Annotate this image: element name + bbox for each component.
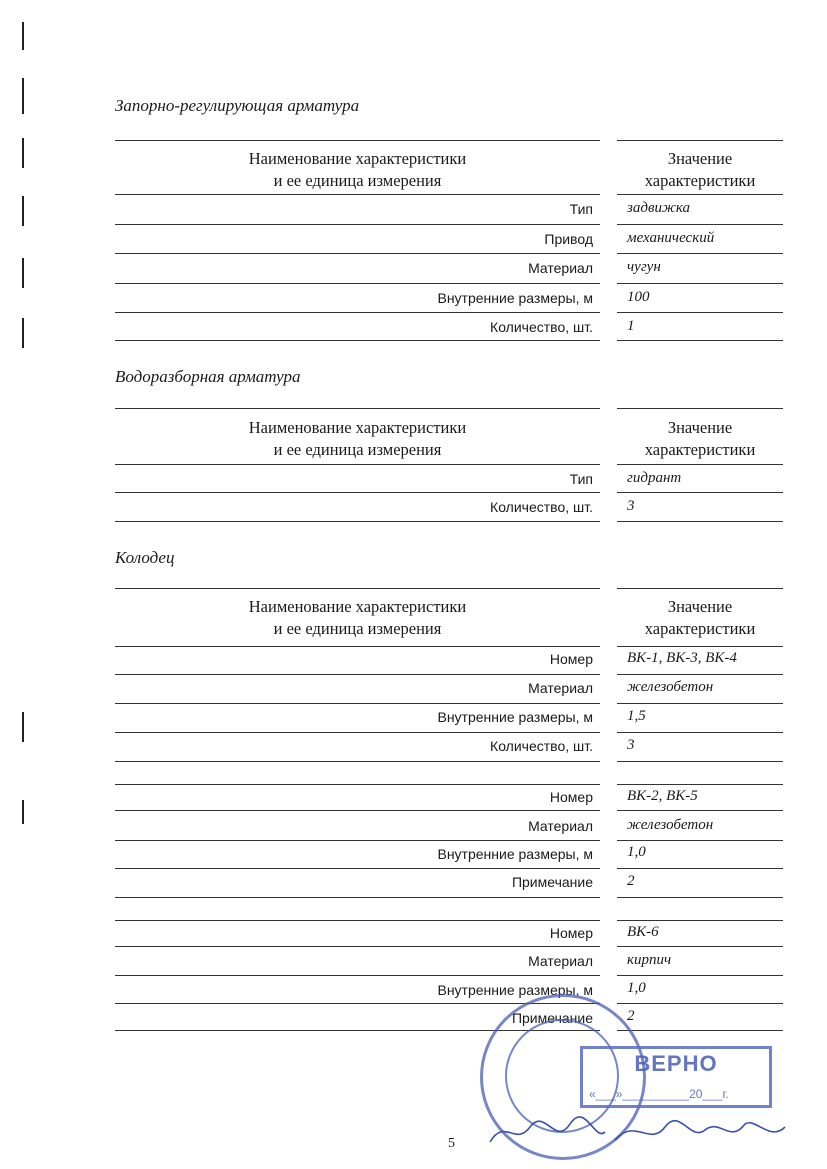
table-rule <box>617 646 783 647</box>
table-rule <box>617 588 783 589</box>
table-rule <box>617 840 783 841</box>
table-rule <box>115 920 600 921</box>
table-rule <box>617 761 783 762</box>
row-label: Количество, шт. <box>490 499 593 515</box>
table-rule <box>115 703 600 704</box>
row-value: ВК-2, ВК-5 <box>627 788 698 804</box>
row-value: ВК-1, ВК-3, ВК-4 <box>627 650 737 666</box>
table-rule <box>617 492 783 493</box>
column-header-value: Значение характеристики <box>644 149 756 190</box>
table-rule <box>617 140 783 141</box>
row-value: механический <box>627 230 715 246</box>
column-header-name: Наименование характеристики и ее единица измерения <box>248 418 467 459</box>
verno-stamp-word: ВЕРНО <box>634 1051 718 1076</box>
table-rule <box>617 868 783 869</box>
table-rule <box>617 521 783 522</box>
column-header-name: Наименование характеристики и ее единица измерения <box>248 597 467 638</box>
table-rule <box>617 312 783 313</box>
table-rule <box>617 897 783 898</box>
section-title: Водоразборная арматура <box>115 367 301 386</box>
scan-edge-mark <box>22 800 24 824</box>
table-rule <box>617 1030 783 1031</box>
row-value: кирпич <box>627 952 672 968</box>
row-value: железобетон <box>627 817 714 833</box>
table-rule <box>115 194 600 195</box>
row-label: Привод <box>544 231 593 247</box>
table-rule <box>115 492 600 493</box>
table-rule <box>115 946 600 947</box>
row-label: Номер <box>549 789 593 805</box>
table-rule <box>617 732 783 733</box>
table-rule <box>115 464 600 465</box>
row-label: Количество, шт. <box>490 738 593 754</box>
row-label: Внутренние размеры, м <box>437 846 593 862</box>
row-value: 3 <box>627 498 635 514</box>
table-rule <box>115 674 600 675</box>
table-rule <box>617 1003 783 1004</box>
row-value: 2 <box>627 873 635 889</box>
table-rule <box>115 340 600 341</box>
section-title: Запорно-регулирующая арматура <box>115 96 360 115</box>
signature <box>485 1112 795 1152</box>
row-value: железобетон <box>627 679 714 695</box>
table-rule <box>617 408 783 409</box>
table-rule <box>115 784 600 785</box>
row-label: Тип <box>569 201 593 217</box>
row-label: Материал <box>528 260 593 276</box>
table-rule <box>115 140 600 141</box>
row-value: гидрант <box>627 470 682 486</box>
table-rule <box>115 283 600 284</box>
row-label: Внутренние размеры, м <box>437 982 593 998</box>
table-rule <box>617 810 783 811</box>
row-label: Материал <box>528 818 593 834</box>
column-header-value: Значение характеристики <box>644 418 756 459</box>
row-value: 1 <box>627 318 635 334</box>
verno-stamp <box>580 1046 772 1108</box>
row-label: Внутренние размеры, м <box>437 290 593 306</box>
table-rule <box>115 588 600 589</box>
table-rule <box>115 312 600 313</box>
row-label: Тип <box>569 471 593 487</box>
table-rule <box>617 784 783 785</box>
row-value: 1,5 <box>627 708 646 724</box>
table-rule <box>115 868 600 869</box>
row-label: Примечание <box>511 874 593 890</box>
table-rule <box>617 920 783 921</box>
table-rule <box>115 732 600 733</box>
column-header-value: Значение характеристики <box>644 597 756 638</box>
column-header-name: Наименование характеристики и ее единица измерения <box>248 149 467 190</box>
table-rule <box>617 253 783 254</box>
row-label: Номер <box>549 651 593 667</box>
table-rule <box>617 283 783 284</box>
table-rule <box>617 703 783 704</box>
scan-edge-mark <box>22 318 24 348</box>
table-rule <box>115 253 600 254</box>
row-value: 3 <box>627 737 635 753</box>
scan-edge-mark <box>22 22 24 50</box>
scan-edge-mark <box>22 258 24 288</box>
row-value: чугун <box>627 259 661 275</box>
row-value: задвижка <box>627 200 691 216</box>
row-label: Количество, шт. <box>490 319 593 335</box>
row-label: Номер <box>549 925 593 941</box>
row-value: 1,0 <box>627 844 646 860</box>
row-value: 2 <box>627 1008 635 1024</box>
table-rule <box>115 840 600 841</box>
table-rule <box>617 340 783 341</box>
table-rule <box>115 975 600 976</box>
row-label: Внутренние размеры, м <box>437 709 593 725</box>
row-label: Материал <box>528 680 593 696</box>
scan-edge-mark <box>22 78 24 114</box>
table-rule <box>115 224 600 225</box>
table-rule <box>115 408 600 409</box>
row-value: ВК-6 <box>627 924 659 940</box>
scan-edge-mark <box>22 196 24 226</box>
section-title: Колодец <box>115 548 175 567</box>
row-value: 1,0 <box>627 980 646 996</box>
table-rule <box>115 897 600 898</box>
table-rule <box>617 464 783 465</box>
table-rule <box>115 810 600 811</box>
row-label: Материал <box>528 953 593 969</box>
row-label: Примечание <box>511 1010 593 1026</box>
row-value: 100 <box>627 289 650 305</box>
table-rule <box>617 194 783 195</box>
table-rule <box>115 761 600 762</box>
table-rule <box>115 521 600 522</box>
table-rule <box>617 674 783 675</box>
page-number: 5 <box>448 1136 455 1151</box>
table-rule <box>617 946 783 947</box>
table-rule <box>617 975 783 976</box>
scan-edge-mark <box>22 138 24 168</box>
scan-edge-mark <box>22 712 24 742</box>
table-rule <box>617 224 783 225</box>
verno-stamp-date-line: «___»__________20___г. <box>589 1087 729 1101</box>
table-rule <box>115 646 600 647</box>
